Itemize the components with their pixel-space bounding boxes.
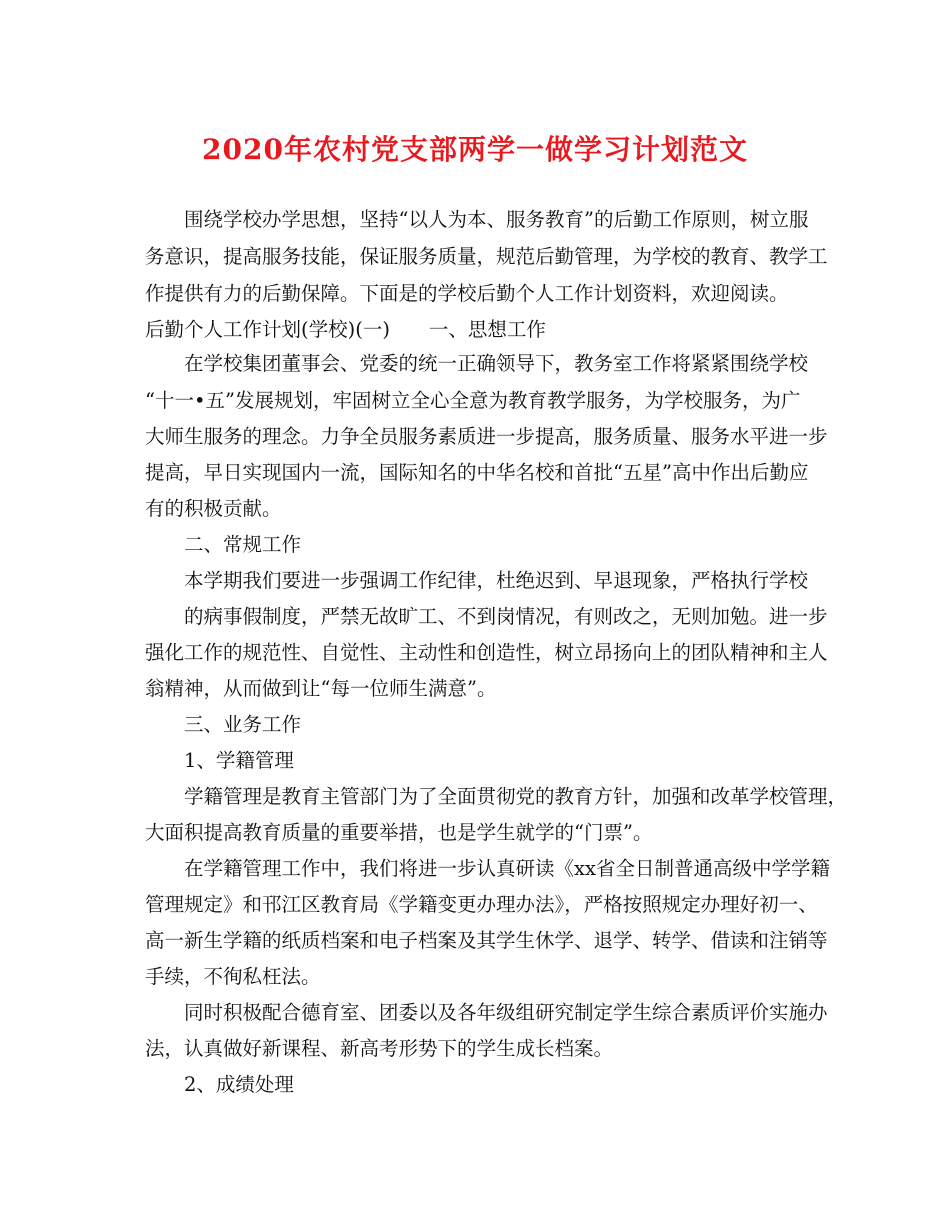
text-line: 在学籍管理工作中，我们将进一步认真研读《xx省全日制普通高级中学学籍 [145,857,830,880]
text-line: 提高，早日实现国内一流，国际知名的中华名校和首批“五星”高中作出后勤应 [145,461,809,484]
text-line: 务意识，提高服务技能，保证服务质量，规范后勤管理，为学校的教育、教学工 [145,245,828,268]
text-line: 高一新生学籍的纸质档案和电子档案及其学生休学、退学、转学、借读和注销等 [145,929,828,952]
text-line: 手续，不徇私枉法。 [145,965,321,988]
text-line: 学籍管理是教育主管部门为了全面贯彻党的教育方针，加强和改革学校管理， [145,785,848,808]
text-line: 大师生服务的理念。力争全员服务素质进一步提高，服务质量、服务水平进一步 [145,425,828,448]
text-line: 管理规定》和邗江区教育局《学籍变更办理办法》，严格按照规定办理好初一、 [145,893,818,916]
section-heading: 2、成绩处理 [145,1073,294,1096]
text-line: 有的积极贡献。 [145,497,282,520]
text-line: 围绕学校办学思想，坚持“以人为本、服务教育”的后勤工作原则，树立服 [145,208,809,231]
text-line: 的病事假制度，严禁无故旷工、不到岗情况，有则改之，无则加勉。进一步 [145,605,828,628]
document-title: 2020年农村党支部两学一做学习计划范文 [202,133,748,166]
section-heading: 三、业务工作 [145,713,302,736]
text-line: 大面积提高教育质量的重要举措，也是学生就学的“门票”。 [145,821,653,844]
text-line: 强化工作的规范性、自觉性、主动性和创造性，树立昂扬向上的团队精神和主人 [145,641,828,664]
text-line: 翁精神，从而做到让“每一位师生满意”。 [145,677,497,700]
text-line: 同时积极配合德育室、团委以及各年级组研究制定学生综合素质评价实施办 [145,1001,828,1024]
text-line: 本学期我们要进一步强调工作纪律，杜绝迟到、早退现象，严格执行学校 [145,569,809,592]
text-line: 在学校集团董事会、党委的统一正确领导下，教务室工作将紧紧围绕学校 [145,352,809,375]
section-heading: 二、常规工作 [145,533,302,556]
text-line: 作提供有力的后勤保障。下面是的学校后勤个人工作计划资料，欢迎阅读。 [145,282,789,305]
section-heading: 1、学籍管理 [145,749,294,772]
text-line: 法，认真做好新课程、新高考形势下的学生成长档案。 [145,1037,614,1060]
section-heading: 后勤个人工作计划(学校)(一) 一、思想工作 [145,318,546,341]
text-line: “十一•五”发展规划，牢固树立全心全意为教育教学服务，为学校服务，为广 [145,389,801,412]
